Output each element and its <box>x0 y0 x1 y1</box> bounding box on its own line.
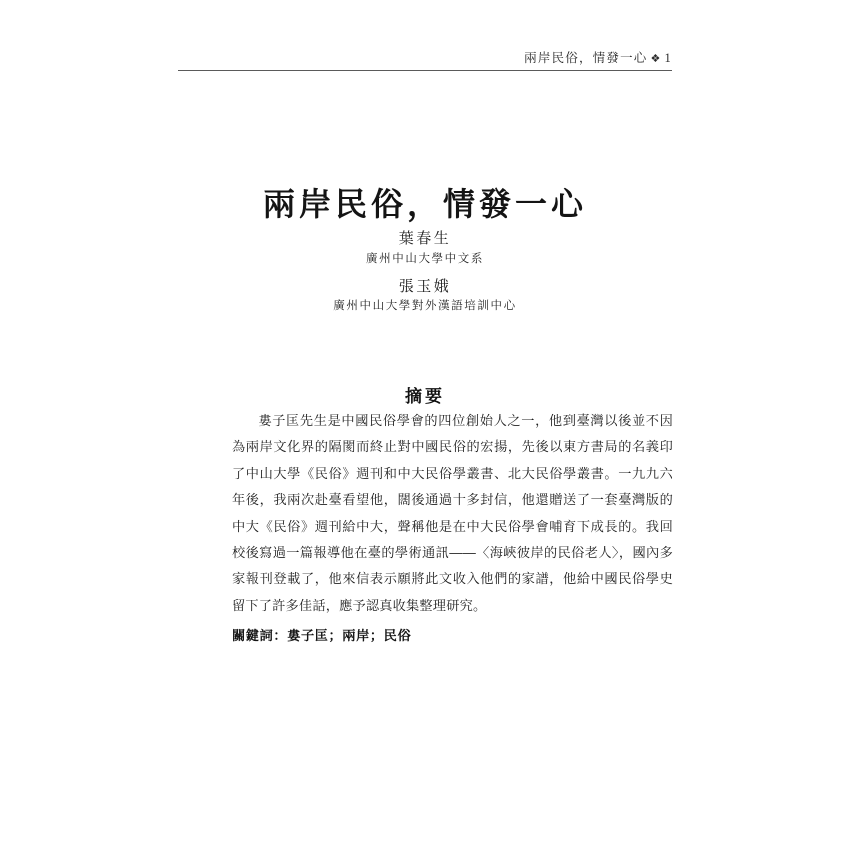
author-name: 張玉娥 <box>398 278 452 295</box>
page-number: 1 <box>664 51 672 65</box>
page-title: 兩岸民俗，情發一心 <box>262 186 587 223</box>
author-affiliation: 廣州中山大學對外漢語培訓中心 <box>333 300 517 313</box>
ornament-icon: ❖ <box>650 53 662 65</box>
abstract-paragraph: 婁子匡先生是中國民俗學會的四位創始人之一，他到臺灣以後並不因為兩岸文化界的隔閡而終止對中國民俗的宏揚，先後以東方書局的名義印了中山大學《民俗》週刊和中大民俗學叢書、北大民俗學叢書。一九九六年後，我兩次赴臺看望他，闊後通過十多封信，他還贈送了一套臺灣版的中大《民俗》週刊給中大，聲稱他是在中大民俗學會哺育下成長的。我回校後寫過一篇報導他在臺的學術通訊——〈海峽彼岸的民俗老人〉，國內多家報刊登載了，他來信表示願將此文收入他們的家譜，他給中國民俗學史留下了許多佳話，應予認真收集整理研究。 <box>232 413 673 613</box>
keywords-line <box>232 625 673 644</box>
running-head-title: 兩岸民俗，情發一心 <box>524 51 648 65</box>
abstract-body <box>232 408 673 619</box>
author-affiliation: 廣州中山大學中文系 <box>366 252 484 265</box>
abstract-heading: 摘要 <box>405 387 445 407</box>
keywords-value: 婁子匡；兩岸；民俗 <box>287 628 412 643</box>
author-name: 葉春生 <box>398 231 452 247</box>
keywords-label: 關鍵詞： <box>232 628 288 643</box>
header-divider <box>178 70 672 71</box>
running-head <box>178 48 672 66</box>
author-block <box>178 228 672 316</box>
